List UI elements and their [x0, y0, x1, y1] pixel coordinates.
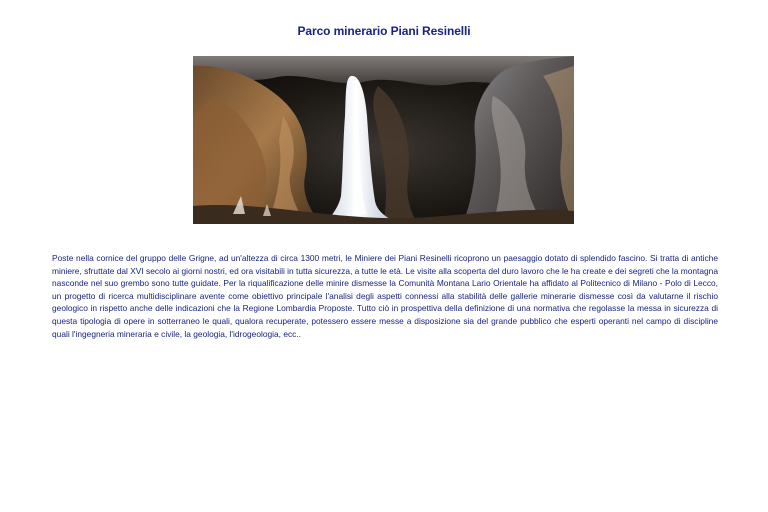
cave-photo — [193, 56, 574, 224]
page-title: Parco minerario Piani Resinelli — [297, 24, 471, 38]
description-paragraph: Poste nella cornice del gruppo delle Grigne, ad un'altezza di circa 1300 metri, le Miniere dei Piani Resinelli ricoprono un paesaggio dotato di splendido fascino. Si tratta di antiche miniere, sfruttate dal XVI secolo ai giorni nostri, ed ora visitabili in tutta sicurezza, a tutte le età. Le visite alla scoperta del duro lavoro che le ha create e dei segreti che la montagna nasconde nel suo grembo sono tutte guidate. Per la riqualificazione delle minire dismesse la Comunità Montana Lario Orientale ha affidato al Politecnico di Milano - Polo di Lecco, un progetto di ricerca multidisciplinare avente come obiettivo principale l'analisi degli aspetti connessi alla stabilità delle gallerie minerarie dismesse così da valutarne il rischio geologico in rispetto anche delle indicazioni che la Regione Lombardia Proposte. Tutto ciò in prospettiva della definizione di una normativa che regolasse la messa in sicurezza di questa tipologia di opere in sotterraneo le quali, qualora recuperate, potessero essere messe a disposizione sia del grande pubblico che esperti operanti nel campo di discipline quali l'ingegneria mineraria e civile, la geologia, l'idrogeologia, ecc.. — [52, 253, 718, 339]
cave-illustration — [193, 56, 574, 224]
